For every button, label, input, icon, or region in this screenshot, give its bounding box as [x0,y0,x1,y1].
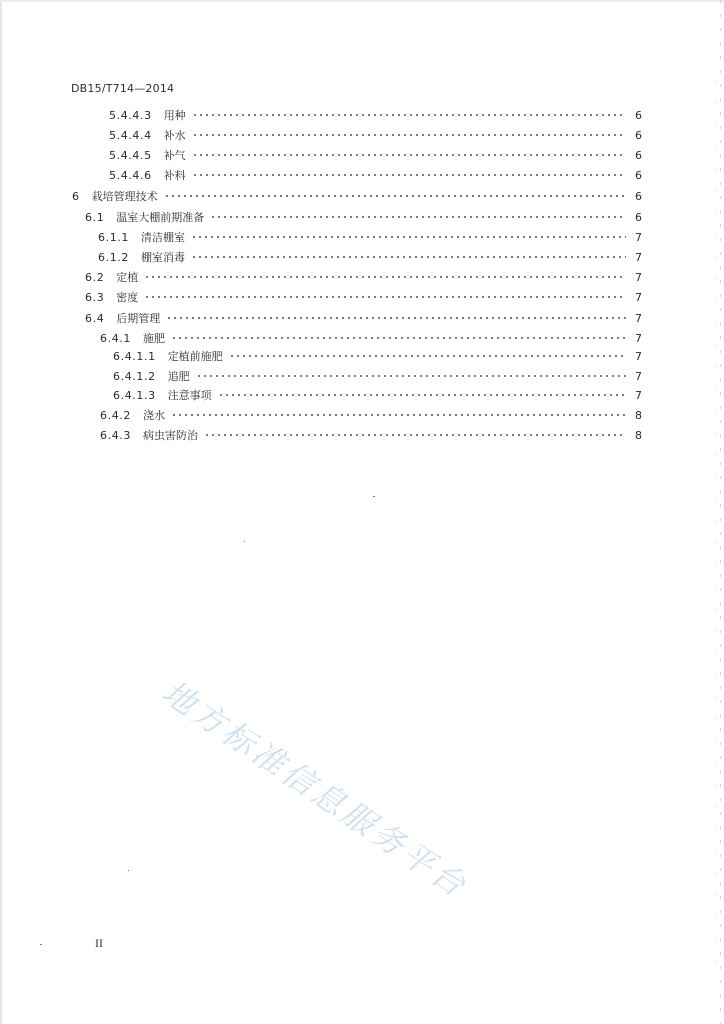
toc-entry-page: 7 [635,331,642,345]
toc-leader-dots [192,134,626,137]
toc-entry-title: 定植前施肥 [167,350,223,363]
toc-entry-number: 6.4.1.2 [113,369,156,383]
toc-entry-6-3[interactable] [85,289,642,305]
toc-entry-number: 6.1.2 [98,250,129,264]
toc-entry-number: 6.2 [85,270,105,284]
page-number: II [95,936,103,950]
toc-entry-number: 5.4.4.5 [109,148,152,162]
toc-entry-title: 密度 [116,291,139,304]
scan-speck [373,496,375,497]
scan-speck [40,944,42,945]
toc-entry-number: 6.4.1.3 [113,388,156,402]
toc-entry-page: 6 [635,210,642,224]
scan-edge-right [720,0,721,1024]
toc-entry-6-4-1[interactable] [100,330,642,346]
toc-entry-number: 6.4 [85,311,105,325]
toc-entry-page: 7 [635,349,642,363]
toc-entry-6-4-1-2[interactable] [113,368,642,384]
toc-entry-6-1[interactable] [85,209,642,225]
toc-entry-title: 温室大棚前期准备 [116,211,205,224]
toc-leader-dots [196,375,626,378]
toc-entry-6[interactable] [72,188,642,204]
toc-leader-dots [191,256,626,259]
toc-entry-number: 6.3 [85,290,105,304]
watermark-text: 地方标准信息服务平台 [155,672,476,906]
toc-entry-page: 7 [635,230,642,244]
toc-leader-dots [144,296,626,299]
toc-leader-dots [144,276,626,279]
toc-entry-5-4-4-6[interactable] [109,167,642,183]
toc-leader-dots [192,114,626,117]
toc-entry-title: 用种 [163,109,186,122]
toc-entry-6-4[interactable] [85,310,642,326]
toc-entry-number: 6.1.1 [98,230,129,244]
toc-leader-dots [229,355,626,358]
toc-entry-page: 6 [635,108,642,122]
toc-entry-title: 后期管理 [116,312,161,325]
toc-entry-title: 补料 [163,169,186,182]
toc-entry-title: 追肥 [167,370,190,383]
toc-entry-number: 6.4.1 [100,331,131,345]
scan-speck [244,541,245,542]
toc-entry-5-4-4-3[interactable] [109,107,642,123]
toc-leader-dots [166,317,626,320]
toc-leader-dots [192,174,626,177]
toc-entry-6-2[interactable] [85,269,642,285]
scan-speck [128,870,129,871]
toc-entry-title: 补气 [163,149,186,162]
toc-entry-number: 5.4.4.3 [109,108,152,122]
toc-entry-6-1-2[interactable] [98,249,642,265]
toc-entry-page: 7 [635,388,642,402]
toc-entry-page: 6 [635,168,642,182]
toc-entry-title: 注意事项 [167,389,212,402]
toc-entry-6-1-1[interactable] [98,229,642,245]
toc-leader-dots [210,216,626,219]
toc-entry-title: 补水 [163,129,186,142]
toc-leader-dots [204,434,626,437]
toc-entry-number: 6.4.3 [100,428,131,442]
toc-entry-title: 定植 [116,271,139,284]
toc-entry-page: 7 [635,290,642,304]
toc-entry-title: 浇水 [143,409,165,422]
toc-entry-title: 清洁棚室 [141,231,185,244]
toc-entry-5-4-4-4[interactable] [109,127,642,143]
toc-leader-dots [192,154,626,157]
toc-entry-page: 6 [635,128,642,142]
toc-leader-dots [171,337,626,340]
toc-entry-6-4-2[interactable] [100,407,642,423]
toc-entry-number: 6.4.1.1 [113,349,156,363]
toc-entry-title: 栽培管理技术 [91,190,158,203]
document-code: DB15/T714—2014 [71,82,175,95]
toc-entry-number: 5.4.4.6 [109,168,152,182]
toc-leader-dots [191,236,626,239]
toc-entry-page: 6 [635,148,642,162]
toc-entry-title: 病虫害防治 [143,429,198,442]
toc-entry-page: 8 [635,428,642,442]
toc-entry-page: 7 [635,270,642,284]
toc-entry-number: 6 [72,189,80,203]
toc-leader-dots [218,394,626,397]
toc-entry-number: 6.4.2 [100,408,131,422]
toc-leader-dots [164,195,626,198]
toc-entry-6-4-1-1[interactable] [113,348,642,364]
toc-leader-dots [171,414,626,417]
toc-entry-title: 施肥 [143,332,165,345]
toc-entry-page: 7 [635,250,642,264]
scan-edge-top [0,0,724,2]
toc-entry-page: 8 [635,408,642,422]
toc-entry-number: 5.4.4.4 [109,128,152,142]
toc-entry-number: 6.1 [85,210,105,224]
toc-entry-title: 棚室消毒 [141,251,185,264]
toc-entry-page: 7 [635,369,642,383]
scan-edge-left [0,0,2,1024]
toc-entry-page: 6 [635,189,642,203]
toc-entry-5-4-4-5[interactable] [109,147,642,163]
toc-entry-page: 7 [635,311,642,325]
scan-edge-right-inner [715,80,716,980]
toc-entry-6-4-1-3[interactable] [113,387,642,403]
toc-entry-6-4-3[interactable] [100,427,642,443]
